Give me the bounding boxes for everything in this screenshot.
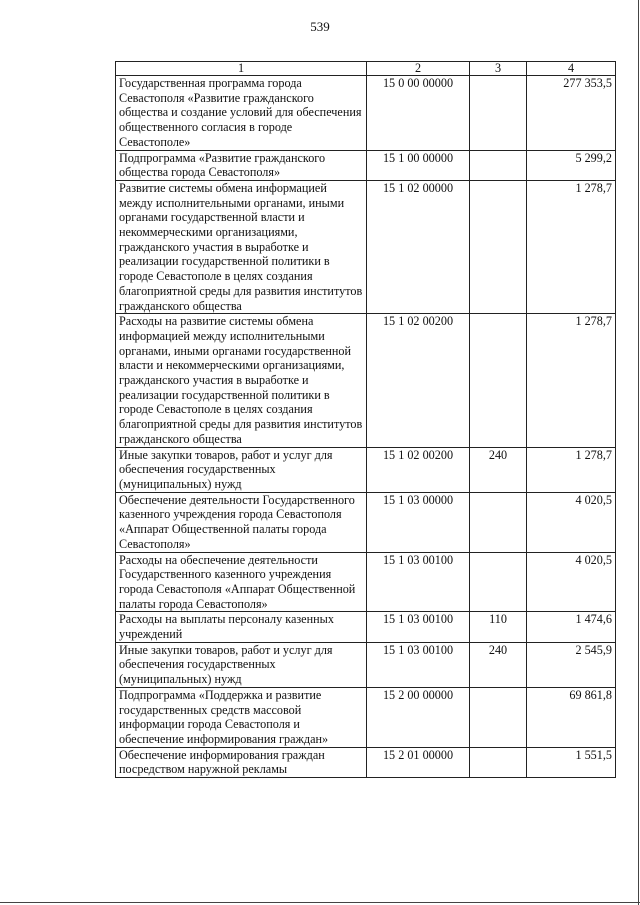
row-name: Расходы на развитие системы обмена информацией между исполнительными органами, иными органами государственной власти и некоммерческими организациями, гражданского участия в выработке и реализации государственной политики в городе Севастополе в целях создания благоприятной среды для развития институтов гражданского общества [116,314,367,447]
table-row [116,492,616,552]
table-row [116,687,616,747]
row-amount: 4 020,5 [527,552,616,612]
row-name: Расходы на обеспечение деятельности Государственного казенного учреждения города Севастополя «Аппарат Общественной палаты города Севастополя» [116,552,367,612]
row-amount: 1 278,7 [527,180,616,313]
row-name: Обеспечение информирования граждан посредством наружной рекламы [116,747,367,777]
budget-table [115,61,616,778]
page-number: 539 [310,19,330,34]
table-row [116,150,616,180]
row-code: 15 0 00 00000 [367,76,470,151]
table-row [116,552,616,612]
row-code: 15 1 03 00100 [367,612,470,642]
row-name: Подпрограмма «Развитие гражданского общества города Севастополя» [116,150,367,180]
table-row [116,180,616,313]
row-type [470,552,527,612]
row-type [470,492,527,552]
row-code: 15 1 02 00000 [367,180,470,313]
table-row [116,642,616,687]
row-name: Иные закупки товаров, работ и услуг для обеспечения государственных (муниципальных) нужд [116,447,367,492]
row-amount: 277 353,5 [527,76,616,151]
row-name: Государственная программа города Севастополя «Развитие гражданского общества и создание условий для обеспечения общественного согласия в городе Севастополе» [116,76,367,151]
table-row [116,314,616,447]
header-col-4: 4 [527,62,616,76]
row-amount: 1 474,6 [527,612,616,642]
header-col-1: 1 [116,62,367,76]
row-amount: 1 278,7 [527,447,616,492]
row-amount: 69 861,8 [527,687,616,747]
row-name: Развитие системы обмена информацией между исполнительными органами, иными органами государственной власти и некоммерческими организациями, гражданского участия в выработке и реализации государственной политики в городе Севастополе в целях создания благоприятной среды для развития институтов гражданского общества [116,180,367,313]
row-amount: 4 020,5 [527,492,616,552]
row-name: Расходы на выплаты персоналу казенных учреждений [116,612,367,642]
row-code: 15 2 01 00000 [367,747,470,777]
table-row [116,447,616,492]
row-code: 15 1 02 00200 [367,447,470,492]
scan-edge-right [638,0,639,905]
row-code: 15 1 00 00000 [367,150,470,180]
table-row [116,747,616,777]
row-type: 240 [470,642,527,687]
row-type [470,747,527,777]
row-amount: 1 551,5 [527,747,616,777]
row-amount: 2 545,9 [527,642,616,687]
row-type [470,180,527,313]
row-code: 15 1 03 00000 [367,492,470,552]
row-type [470,687,527,747]
row-type: 110 [470,612,527,642]
row-type [470,314,527,447]
row-code: 15 1 03 00100 [367,552,470,612]
scan-edge-bottom [0,902,640,903]
row-amount: 1 278,7 [527,314,616,447]
table-row [116,76,616,151]
row-type [470,150,527,180]
header-col-3: 3 [470,62,527,76]
row-name: Иные закупки товаров, работ и услуг для обеспечения государственных (муниципальных) нужд [116,642,367,687]
row-code: 15 1 02 00200 [367,314,470,447]
header-col-2: 2 [367,62,470,76]
row-type [470,76,527,151]
row-name: Подпрограмма «Поддержка и развитие государственных средств массовой информации города Севастополя и обеспечение информирования граждан» [116,687,367,747]
row-code: 15 2 00 00000 [367,687,470,747]
row-name: Обеспечение деятельности Государственного казенного учреждения города Севастополя «Аппарат Общественной палаты города Севастополя» [116,492,367,552]
row-type: 240 [470,447,527,492]
row-code: 15 1 03 00100 [367,642,470,687]
table-row [116,612,616,642]
row-amount: 5 299,2 [527,150,616,180]
table-header-row [116,62,616,76]
